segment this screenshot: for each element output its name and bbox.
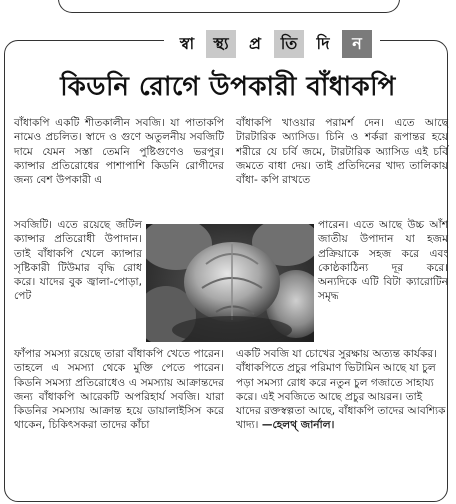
left-column-top (14, 116, 224, 187)
right-bottom-body: একটি সবজি যা চোখের সুরক্ষায় অত্যন্ত কার্যকর। বাঁধাকপিতে প্রচুর পরিমাণ ভিটামিন আছে যা চুল পড়া সমস্যা রোধ করে নতুন চুল গজাতে সাহায্য করে। এই সবজিতে আছে প্রচুর আয়রন। তাই যাদের রক্তস্বল্পতা আছে, বাঁধাকপি তাদের আবশ্যিক খাদ্য। (236, 348, 446, 432)
top-frame-curve (58, 0, 400, 13)
badge-4: তি (274, 30, 304, 58)
cabbage-photo (146, 224, 314, 342)
left-bottom-text: ফাঁপার সমস্যা রয়েছে তারা বাঁধাকপি খেতে পারেন। তাহলে এ সমস্যা থেকে মুক্তি পেতে পারেন। কিডনি সমস্যা প্রতিরোধেও এ সমস্যায় আক্রান্তদের জন্য বাঁধাকপি আরেকটি অপরিহার্য সবজি। যারা কিডনির সমস্যায় আক্রান্ত হয়ে ডায়ালাইসিস করে থাকেন, চিকিৎসকরা তাদের কাঁচা (14, 348, 224, 432)
right-wrap-text: পারেন। এতে আছে উচ্চ আঁশ জাতীয় উপাদান যা হজম প্রক্রিয়াকে সহজ করে এবং কোষ্ঠকাঠিন্য দূর করে। অন্যদিকে এটি বিটা ক্যারোটিন সমৃদ্ধ (318, 219, 448, 303)
right-bottom-text (236, 347, 448, 433)
badge-3: প্র (240, 30, 270, 58)
badge-5: দি (308, 30, 338, 58)
right-column-bottom (236, 347, 448, 433)
cabbage-image (146, 224, 314, 342)
badge-2: স্থ্য (206, 30, 236, 58)
section-badges (164, 29, 380, 59)
right-column-wrap (318, 218, 448, 304)
left-column-bottom (14, 347, 224, 433)
left-wrap-text: সবজিটি। এতে রয়েছে জটিল ক্যান্সার প্রতিরোধী উপাদান। তাই বাঁধাকপি খেলে ক্যান্সার সৃষ্টিকারী টিউমার বৃদ্ধি রোধ করে। যাদের বুক জ্বালা-পোড়া, পেট (14, 219, 142, 303)
left-top-text: বাঁধাকপি একটি শীতকালীন সবজি। যা পাতাকপি নামেও প্রচলিত। স্বাদে ও গুণে অতুলনীয় সবজিটি দামে যেমন সস্তা তেমনি পুষ্টিগুণেও ভরপুর। ক্যান্সার প্রতিরোধের পাশাপাশি কিডনি রোগীদের জন্য বেশ উপকারী এ (14, 117, 224, 187)
left-column-wrap (14, 218, 142, 304)
right-column-top (236, 116, 448, 187)
author-credit: —হেলথ্‌ জার্নাল। (261, 419, 335, 432)
right-top-text: বাঁধাকপি খাওয়ার পরামর্শ দেন। এতে আছে টারটারিক অ্যাসিড। চিনি ও শর্করা রূপান্তর হয়ে শরীরে যে চর্বি জমে, টারটারিক অ্যাসিড এই চর্বি জমতে বাধা দেয়। তাই প্রতিদিনের খাদ্য তালিকায় বাঁধা- কপি রাখতে (236, 117, 448, 187)
badge-1: স্বা (172, 30, 202, 58)
badge-6: ন (342, 30, 372, 58)
article-headline: কিডনি রোগে উপকারী বাঁধাকপি (60, 72, 396, 102)
